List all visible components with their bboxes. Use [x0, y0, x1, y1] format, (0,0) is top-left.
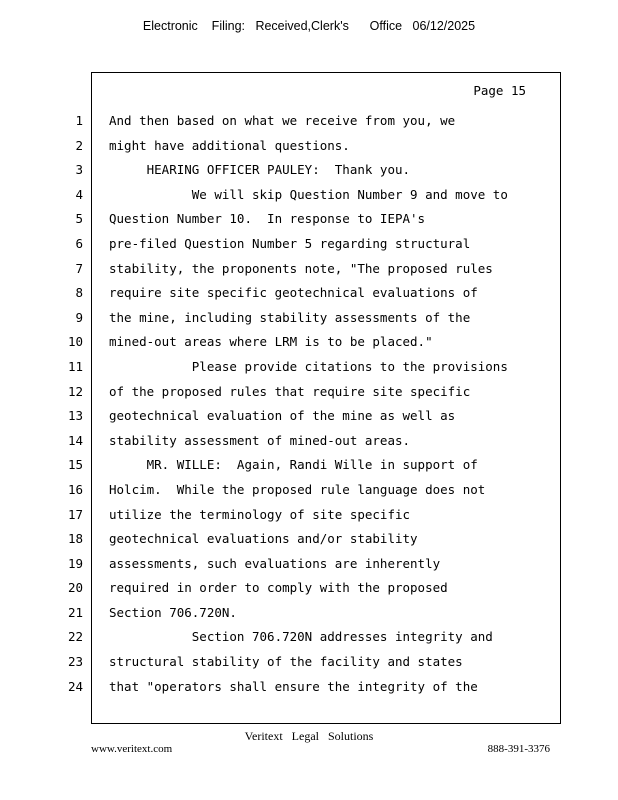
line-number: 22: [67, 629, 83, 645]
transcript-line: geotechnical evaluations and/or stability: [109, 531, 418, 547]
line-number: 8: [75, 285, 83, 301]
line-number: 13: [67, 408, 83, 424]
transcript-line: Question Number 10. In response to IEPA's: [109, 211, 426, 227]
footer-company: Veritext Legal Solutions: [244, 729, 374, 743]
transcript-line: And then based on what we receive from you, we: [109, 113, 456, 128]
line-number-column: [55, 109, 83, 699]
transcript-line: might have additional questions.: [109, 137, 350, 153]
transcript-line: Section 706.720N.: [109, 604, 237, 620]
transcript-line: Section 706.720N addresses integrity and: [109, 629, 493, 645]
line-number: 14: [67, 432, 83, 448]
line-number: 17: [67, 506, 83, 522]
line-number: 15: [67, 457, 83, 473]
transcript-line: of the proposed rules that require site specific: [109, 383, 471, 399]
line-number: 16: [67, 481, 83, 497]
transcript-line: Please provide citations to the provisions: [109, 358, 508, 374]
line-number: 24: [67, 678, 83, 694]
transcript-line: that "operators shall ensure the integrity of the: [109, 678, 478, 694]
line-number: 11: [67, 358, 83, 374]
line-number: 3: [75, 162, 83, 178]
line-number: 6: [75, 235, 83, 251]
transcript-line: Holcim. While the proposed rule language does not: [109, 481, 486, 497]
line-number: 10: [67, 334, 83, 350]
transcript-line: geotechnical evaluation of the mine as well as: [109, 408, 456, 424]
transcript-line: require site specific geotechnical evaluations of: [109, 285, 478, 301]
transcript-line: stability assessment of mined-out areas.: [109, 432, 411, 448]
line-number: 23: [67, 654, 83, 670]
transcript-line: MR. WILLE: Again, Randi Wille in support of: [109, 457, 478, 473]
transcript-line: pre-filed Question Number 5 regarding structural: [109, 235, 471, 251]
transcript-line: the mine, including stability assessments of the: [109, 309, 471, 325]
line-number: 21: [67, 604, 83, 620]
line-number: 2: [75, 137, 83, 153]
line-number: 20: [67, 580, 83, 596]
transcript-line: required in order to comply with the proposed: [109, 580, 448, 596]
line-number: 5: [75, 211, 83, 227]
filing-stamp: Electronic Filing: Received,Clerk's Office 06/12/2025: [142, 19, 476, 33]
line-number: 7: [75, 260, 83, 276]
transcript-line: structural stability of the facility and states: [109, 654, 463, 670]
footer-website: www.veritext.com: [91, 743, 173, 755]
line-number: 18: [67, 531, 83, 547]
line-number: 12: [67, 383, 83, 399]
transcript-line: utilize the terminology of site specific: [109, 506, 411, 522]
transcript-line: mined-out areas where LRM is to be placed.": [109, 334, 433, 350]
transcript-body: [109, 109, 549, 699]
line-number: 9: [75, 309, 83, 325]
transcript-line: HEARING OFFICER PAULEY: Thank you.: [109, 162, 411, 178]
line-number: 19: [67, 555, 83, 571]
transcript-line: assessments, such evaluations are inherently: [109, 555, 441, 571]
transcript-line: stability, the proponents note, "The proposed rules: [109, 260, 493, 276]
transcript-line: We will skip Question Number 9 and move to: [109, 186, 508, 202]
line-number: 1: [75, 113, 83, 128]
page-number: Page 15: [473, 83, 526, 98]
line-number: 4: [75, 186, 83, 202]
footer-phone: 888-391-3376: [487, 743, 550, 755]
